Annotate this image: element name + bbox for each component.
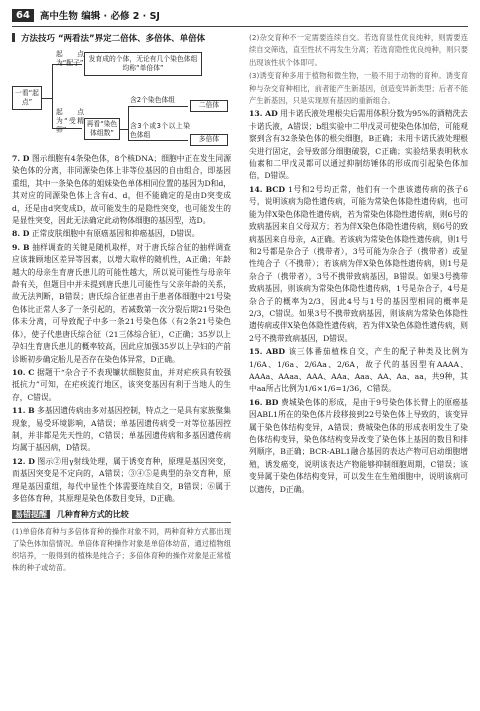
diploid-result: 二倍体 [190, 100, 228, 112]
answer-item: 7. D 图示细胞有4条染色体，8个核DNA；细胞中正在发生同源染色体的分离，非同源染色体上非等位基因的自由组合，即基因重组，其中一条染色体的姐妹染色单体相同位置的基因为D和d，其对应的同源染色体上含有d、d，但不能确定的是由D突变成d，还是由d突变成D，故可能发生的是隐性突变，也可能发生的是显性突变，因此无法确定此动物体细胞的基因型，选D。 [12, 154, 232, 226]
answer-item: 14. BCD 1号和2号均正常，他们有一个患该遗传病的孩子6号，说明该病为隐性遗传病，可能为常染色体隐性遗传病，也可能为伴X染色体隐性遗传病，若为常染色体隐性遗传病，则6号的致病基因来自父母双方；若为伴X染色体隐性遗传病，则6号的致病基因来自母亲，A正确。若该病为常染色体隐性遗传病，则1号和2号都是杂合子（携带者），3号可能为杂合子（携带者）或显性纯合子（不携带）；若该病为伴X染色体隐性遗传病，则1号是杂合子（携带者），3号不携带致病基因，B错误。如果3号携带致病基因，则该病为常染色体隐性遗传病，1号是杂合子，4号是杂合子的概率为2/3，因此4号与1号的基因型相同的概率是2/3，C错误。如果3号不携带致病基因，则该病为常染色体隐性遗传病或伴X染色体隐性遗传病，若为伴X染色体隐性遗传病，则2号不携带致病基因，D错误。 [249, 184, 468, 343]
answer-item: 15. ABD 该三体番茄植株自交，产生的配子种类及比例为1/6A、1/6a、2/6Aa、2/6A，故子代的基因型有AAAA、AAAa、AAaa、AAA、AAa、Aaa、AA、Aa、aa，共9种，其中aa所占比例为1/6×1/6=1/36，C错误。 [249, 347, 468, 394]
start-zygote-label: 起点为“受精卵” [56, 108, 84, 134]
answer-item: 11. B 多基因遗传病由多对基因控制，特点之一是具有家族聚集现象，易受环境影响，A错误；单基因遗传病受一对等位基因控制，并非都是先天性的，C错误；单基因遗传病和多基因遗传病均属于基因病，D错误。 [12, 406, 231, 453]
left-column [12, 32, 231, 574]
tip-continuation: (3)诱变育种多用于植物和微生物，一般不用于动物的育种。诱变育种与杂交育种相比，前者能产生新基因，创造变异新类型；后者不能产生新基因，只是实现原有基因的重新组合。 [249, 71, 468, 106]
heading-bar-icon [12, 33, 15, 42]
page-number: 64 [12, 9, 34, 22]
answer-item: 13. AD 用卡诺氏液处理根尖后需用体积分数为95%的酒精洗去卡诺氏液，A错误；b组实验中二甲戊灵可使染色体加倍，可能观察到含有32条染色体的根尖细胞，B正确；未用卡诺氏液处理根尖进行固定，会导致部分细胞破裂，C正确；实验结果表明秋水仙素和二甲戊灵都可以通过抑制纺锤体的形成而引起染色体加倍，D错误。 [249, 109, 468, 181]
answer-item: 9. B 抽样调查的关键是随机取样，对于唐氏综合征的抽样调查应该兼顾地区差异等因素，以增大取样的随机性，A正确；年龄越大的母亲生育唐氏患儿的可能性越大，所以说可能性与母亲年龄有关，但题目中并未提到唐氏患儿可能性与父亲年龄的关系，故无法判断，B错误；唐氏综合征患者由于患者体细胞中21号染色体比正常人多了一条引起的，若减数第一次分裂后期21号染色体未分离，可导致配子中多一条21号染色体（有2条21号染色体），使子代患唐氏综合征（21三体综合征），C正确；35岁以上孕妇生育唐氏患儿的概率较高，因此应加强35岁以上孕妇的产前诊断初步确定胎儿是否存在染色体异常，D正确。 [12, 242, 231, 364]
connector [128, 106, 129, 140]
answer-item: 12. D 图示②用γ射线处理，属于诱变育种，原理是基因突变，而基因突变是不定向的，A错误；③④⑤是典型的杂交育种，原理是基因重组，每代中显性个体需要连续自交，B错误；⑥属于多倍体育种，其原理是染色体数目变异，D正确。 [12, 456, 231, 503]
connector [128, 106, 188, 107]
tip-title [12, 509, 231, 523]
polyploid-result: 多倍体 [190, 134, 228, 146]
method-subtitle: “两看法”界定二倍体、多倍体、单倍体 [57, 34, 206, 44]
haploid-box: 发育成的个体，无论有几个染色体组均称“单倍体” [84, 52, 202, 76]
header-rule [12, 26, 468, 27]
page-header [12, 4, 468, 26]
tip-continuation: (2)杂交育种不一定需要连续自交。若选育显性优良纯种，则需要连续自交筛选，直至性状不再发生分离；若选育隐性优良纯种，则只要出现该性状个体即可。 [249, 33, 468, 67]
connector [42, 98, 52, 99]
answer-item: 16. BD 费城染色体的形成，是由于9号染色体长臂上的原癌基因ABL1所在的染色体片段移接到22号染色体上导致的，该变异属于染色体结构变异，A错误；费城染色体的形成表明发生了染色体结构变异，染色体结构变异改变了染色体上基因的数目和排列顺序，B正确；BCR-ABL1融合基因的表达产物可启动细胞增殖，诱发癌变，说明该表达产物能够抑制细胞周期，C错误；该变异属于染色体结构变异，可以发生在生殖细胞中，说明该病可以遗传，D正确。 [249, 397, 468, 494]
check-chromosome-box: 再看“染色体组数” [84, 118, 120, 140]
branch-three-sets: 含3个或3个以上染色体组 [130, 122, 190, 139]
branch-two-sets: 含2个染色体组 [130, 96, 176, 104]
method-heading [12, 32, 231, 44]
answer-item: 8. D 正常皮肤细胞中有原癌基因和抑癌基因，D错误。 [12, 229, 200, 239]
diagram-root: 一看“起点” [12, 86, 42, 110]
tip-heading: 几种育种方式的比较 [56, 510, 129, 520]
header-title: 高中生物 编辑 · 必修 2 · SJ [39, 11, 160, 22]
tip-tag: 易错提醒 [12, 510, 50, 519]
tip-line: (1)单倍体育种与多倍体育种的操作对象不同，两种育种方式都出现了染色体加倍情况。单倍体育种操作对象是单倍体幼苗，通过植物组织培养，一般得到的植株是纯合子；多倍体育种的操作对象是正常植株的种子或幼苗。 [12, 527, 231, 573]
connector [128, 140, 188, 141]
method-label: 方法技巧 [20, 34, 55, 44]
connector [120, 129, 128, 130]
connector [52, 64, 53, 128]
tip-box [12, 509, 231, 574]
answer-item: 10. C 据题干“杂合子不表现镰状细胞贫血，并对疟疾具有较强抵抗力”可知，在疟疾流行地区，该突变基因有利于当地人的生存，C错误。 [12, 367, 232, 402]
start-gamete-label: 起点为“配子” [56, 50, 84, 67]
classification-diagram [12, 48, 231, 148]
right-column [249, 32, 468, 497]
